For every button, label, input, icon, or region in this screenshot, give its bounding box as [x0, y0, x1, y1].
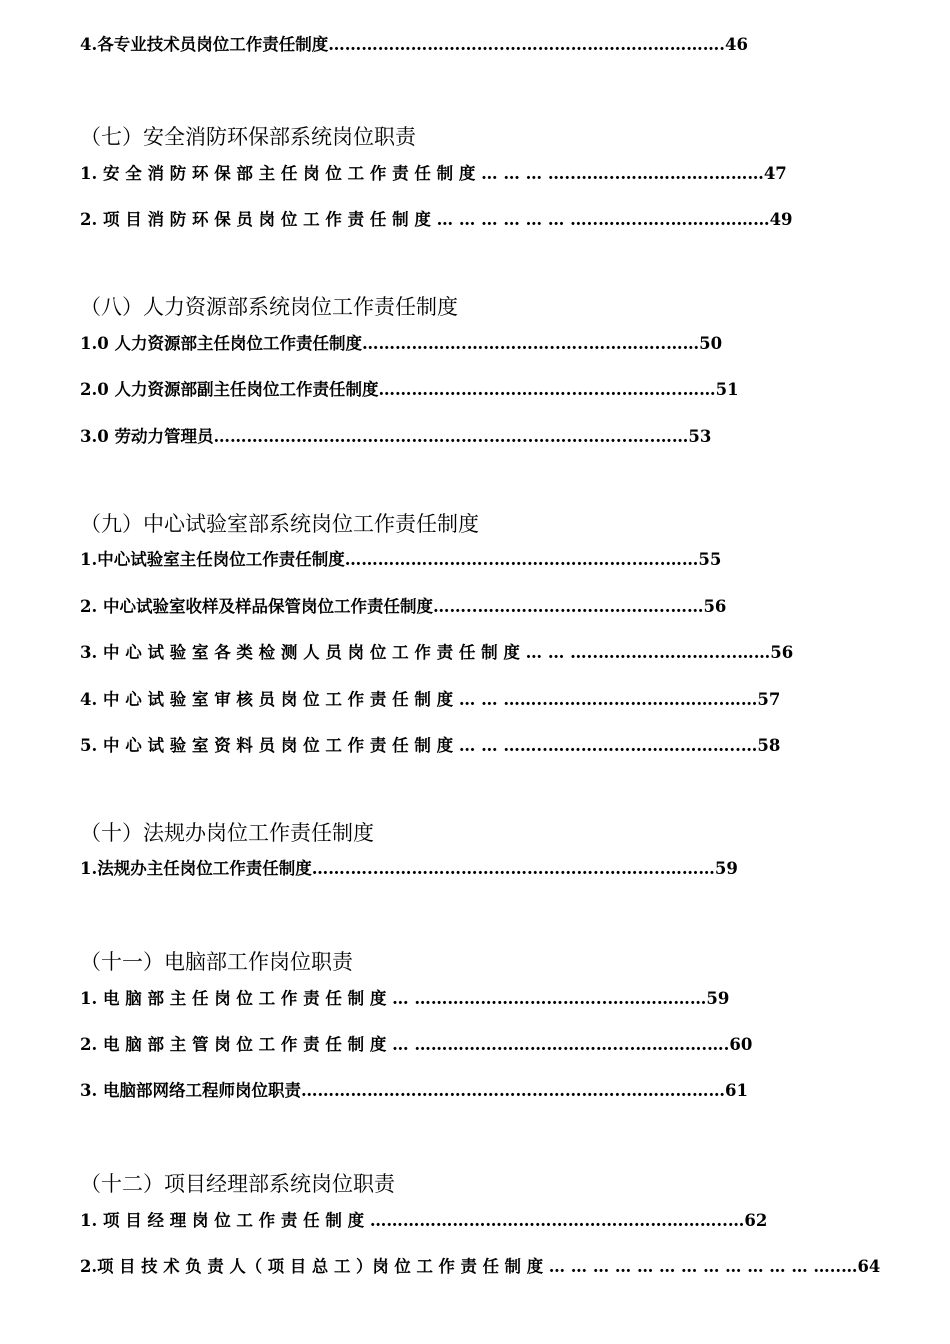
toc-entry: 1.中心试验室主任岗位工作责任制度…………….………..……………………..…..……55: [80, 550, 722, 569]
toc-entry: 4.各专业技术员岗位工作责任制度…………………………..………………………………….46: [80, 35, 748, 54]
section-heading: （八）人力资源部系统岗位工作责任制度: [80, 295, 458, 319]
section-heading: （十一）电脑部工作岗位职责: [80, 950, 353, 974]
toc-entry: 1.0 人力资源部主任岗位工作责任制度……………….……………..…..…………..……50: [80, 334, 723, 353]
toc-entry: 3. 电脑部网络工程师岗位职责…………………………………………………..………………61: [80, 1081, 748, 1100]
toc-entry: 1. 安 全 消 防 环 保 部 主 任 岗 位 工 作 责 任 制 度 … … … …..……..……………..………47: [80, 164, 787, 183]
section-heading: （七）安全消防环保部系统岗位职责: [80, 125, 416, 149]
section-heading: （九）中心试验室部系统岗位工作责任制度: [80, 512, 479, 536]
toc-entry: 2.项 目 技 术 负 责 人（ 项 目 总 工 ）岗 位 工 作 责 任 制 度 … … … … … … … … … … … … …..…64: [80, 1257, 881, 1276]
toc-entry: 3.0 劳动力管理员…………………………………………..……..……………..…..……53: [80, 427, 712, 446]
toc-entry: 5. 中 心 试 验 室 资 料 员 岗 位 工 作 责 任 制 度 … … ……..……………………………..…58: [80, 736, 781, 755]
toc-entry: 2.0 人力资源部副主任岗位工作责任制度……………….……………..…..…………..……51: [80, 380, 739, 399]
toc-entry: 1.法规办主任岗位工作责任制度…….…..…………………………………..………..………59: [80, 859, 738, 878]
toc-entry: 3. 中 心 试 验 室 各 类 检 测 人 员 岗 位 工 作 责 任 制 度 … … …..………..……….....……56: [80, 643, 794, 662]
toc-entry: 1. 电 脑 部 主 任 岗 位 工 作 责 任 制 度 … ……………………………..………………59: [80, 989, 730, 1008]
toc-entry: 2. 电 脑 部 主 管 岗 位 工 作 责 任 制 度 … ………………………………....………….….60: [80, 1035, 753, 1054]
toc-entry: 2. 中心试验室收样及样品保管岗位工作责任制度……..……………………………..……56: [80, 597, 727, 616]
section-heading: （十二）项目经理部系统岗位职责: [80, 1172, 395, 1196]
toc-entry: 2. 项 目 消 防 环 保 员 岗 位 工 作 责 任 制 度 … … … … … … …..……..…..………………49: [80, 210, 793, 229]
section-heading: （十）法规办岗位工作责任制度: [80, 821, 374, 845]
toc-entry: 4. 中 心 试 验 室 审 核 员 岗 位 工 作 责 任 制 度 … … ……..…………………………..……57: [80, 690, 781, 709]
toc-entry: 1. 项 目 经 理 岗 位 工 作 责 任 制 度 ………………………………………………………..…62: [80, 1211, 768, 1230]
